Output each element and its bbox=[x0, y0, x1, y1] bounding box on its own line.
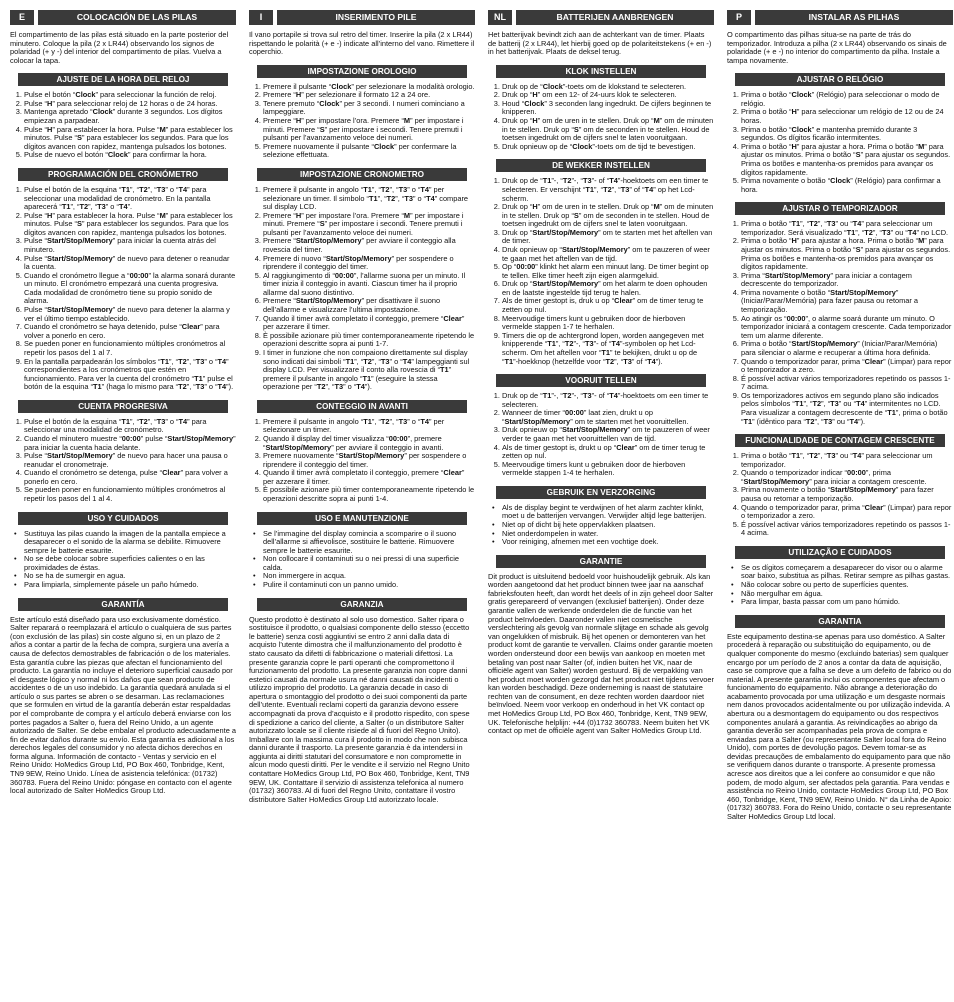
language-title: BATTERIJEN AANBRENGEN bbox=[516, 10, 714, 25]
step-list bbox=[10, 186, 236, 392]
step-item: 5. Se pueden poner en funcionamiento múltiples cronómetros al repetir los pasos del 1 al 4. bbox=[24, 486, 236, 503]
intro-paragraph: El compartimento de las pilas está situado en la parte posterior del minutero. Coloque la pila (2 x LR44) observando los signos de polaridad (+ y -) del interior del compartimento de pilas. Vuelva a colocar la tapa. bbox=[10, 30, 229, 65]
step-item: 5. Prima novamente o botão “Clock” (Relógio) para confirmar a hora. bbox=[741, 177, 953, 194]
section-heading: USO Y CUIDADOS bbox=[18, 512, 228, 525]
step-item: 1. Premere il pulsante in angolo “T1”, “T2”, “T3” o “T4” per selezionare un timer. Il simbolo “T1”, “T2”, “T3” o “T4” compare sul display LCD. bbox=[263, 186, 475, 212]
language-code: P bbox=[727, 10, 751, 25]
step-item: 5. Al raggiungimento di “00:00”, l’allarme suona per un minuto. Il timer inizia il conteggio in avanti. Ciascun timer ha il proprio allarme dal suono distintivo. bbox=[263, 272, 475, 298]
step-item: 4. Als de timer gestopt is, drukt u op “Clear” om de timer terug te zetten op nul. bbox=[502, 444, 714, 461]
step-item: 7. Quando il timer avrà completato il conteggio, premere “Clear” per azzerare il timer. bbox=[263, 315, 475, 332]
step-item: 2. Quando o temporizador indicar “00:00”, prima “Start/Stop/Memory” para iniciar a contagem crescente. bbox=[741, 469, 953, 486]
language-column-i bbox=[249, 10, 475, 1002]
section-heading: VOORUIT TELLEN bbox=[496, 374, 706, 387]
step-item: 5. Op “00:00” klinkt het alarm een minuut lang. De timer begint op te tellen. Elke timer heeft zijn eigen alarmgeluid. bbox=[502, 263, 714, 280]
section-heading: AJUSTAR O RELÓGIO bbox=[735, 73, 945, 86]
intro-paragraph: O compartimento das pilhas situa-se na parte de trás do temporizador. Introduza a pilha (2 x LR44) observando os sinais de polaridade (+ e -) no interior do compartimento da pilha. Instale a tampa novamente. bbox=[727, 30, 947, 65]
language-code: NL bbox=[488, 10, 512, 25]
step-item: 6. Prima o botão “Start/Stop/Memory” (Iniciar/Parar/Memória) para silenciar o alarme e recuperar a última hora definida. bbox=[741, 340, 953, 357]
step-item: 3. Druk opnieuw op “Start/Stop/Memory” om te pauzeren of weer verder te gaan met het vooruittellen van de tijd. bbox=[502, 426, 714, 443]
bullet-item: • Não colocar sobre ou perto de superfícies quentes. bbox=[741, 581, 953, 590]
step-item: 2. Premere “H” per selezionare il formato 12 a 24 ore. bbox=[263, 91, 475, 100]
step-item: 4. Quando il timer avrà completato il conteggio, premere “Clear” per azzerare il timer. bbox=[263, 469, 475, 486]
step-item: 5. Druk opnieuw op de “Clock”-toets om de tijd te bevestigen. bbox=[502, 143, 714, 152]
step-item: 8. Se pueden poner en funcionamiento múltiples cronómetros al repetir los pasos del 1 al 7. bbox=[24, 340, 236, 357]
language-header bbox=[10, 10, 236, 25]
language-title: INSERIMENTO PILE bbox=[277, 10, 475, 25]
step-list bbox=[727, 220, 953, 426]
language-code: E bbox=[10, 10, 34, 25]
warranty-text: Dit product is uitsluitend bedoeld voor huishoudelijk gebruik. Als kan worden aangetoond dat het product binnen twee jaar na aanschaf fabrieksfouten heeft, dan wordt het deels of in zijn geheel door Salter gratis gerepareerd of vervangen (exclusief batterijen). Onder deze garantie vallen de werkende onderdelen die de functie van het product beïnvloeden. Daaronder vallen niet cosmetische verslechtering als gevolg van normale slijtage en schade als gevolg van ongelukken of misbruik. Bij het openen or demonteren van het product komt de garantie te vervallen. Claims onder garantie moeten worden ondersteund door een bewijs van aankoop en moeten met betaling van post naar Salter (of, indien buiten het VK, naar de officiële agent van Salter) worden gestuurd. Bij de verpakking van het product moet worden gezorgd dat het product niet tijdens vervoer kan worden beschadigd. Deze onderneming is naast de statutaire rechten van de consument, en deze rechten worden daardoor niet beïnvloed. Neem voor verkoop en onderhoud in het VK contact op met HoMedics Group Ltd, PO Box 460, Tonbridge, Kent, TN9 9EW, UK. Telefonische helplijn: +44 (0)1732 360783. Neem buiten het VK contact op met de officiële agent van Salter HoMedics Group Ltd. bbox=[488, 571, 714, 736]
bullet-item: • Sustituya las pilas cuando la imagen de la pantalla empiece a desaparecer o el sonido de la alarma se debilite. Rimuovere sempre le batterie esaurite. bbox=[24, 530, 236, 556]
section-heading: UTILIZAÇÃO E CUIDADOS bbox=[735, 546, 945, 559]
step-list bbox=[249, 186, 475, 392]
step-item: 9. I timer in funzione che non compaiono direttamente sul display sono indicati dai simboli “T1”, “T2”, “T3” o “T4” lampeggianti sul display LCD. Per visualizzare il conto alla rovescia di “T1” premere il pulsante in angolo “T1” (eseguire la stessa operazione per “T2”, “T3” o “T4”). bbox=[263, 349, 475, 392]
step-item: 6. Pulse “Start/Stop/Memory” de nuevo para detener la alarma y ver el último tiempo establecido. bbox=[24, 306, 236, 323]
step-item: 2. Prima o botão “H” para seleccionar um relógio de 12 ou de 24 horas. bbox=[741, 108, 953, 125]
step-item: 8. È possibile azionare più timer contemporaneamente ripetendo le operazioni descritte sopra ai punti 1-7. bbox=[263, 332, 475, 349]
step-item: 8. Meervoudige timers kunt u gebruiken door de hierboven vermelde stappen 1-7 te herhalen. bbox=[502, 315, 714, 332]
language-column-nl bbox=[488, 10, 714, 1002]
bullet-item: • Para limpiarla, simplemente pásele un paño húmedo. bbox=[24, 581, 236, 590]
bullet-item: • Als de display begint te verdwijnen of het alarm zachter klinkt, moet u de batterijen vervangen. Verwijder altijd lege batterijen. bbox=[502, 504, 714, 521]
step-item: 4. Cuando el cronómetro se detenga, pulse “Clear” para volver a ponerlo en cero. bbox=[24, 469, 236, 486]
step-item: 2. Druk op “H” om een 12- of 24-uurs klok te selecteren. bbox=[502, 91, 714, 100]
warranty-text: Este artículo está diseñado para uso exclusivamente doméstico. Salter reparará o reemplazará el artículo o cualquiera de sus partes (con exclusión de las pilas) sin coste alguno si, en un plazo de 2 años a contar a partir de la fecha de compra, surgiera una avería a causa de defectos demostrables de fabricación o de los materiales. Esta garantía cubre las piezas que afectan el funcionamiento del producto. La garantía no incluye el deterioro superficial causado por el desgaste lógico y normal ni los daños que sean producto de accidentes o de un uso indebido. La garantía quedará anulada si el artículo o sus partes se abren o se desarman. Las reclamaciones que se formulen en virtud de la garantía deberán estar respaldadas por el comprobante de compra y el artículo deberá enviarse con los portes pagados a Salter o, fuera del Reino Unido, a un agente autorizado de Salter. Se debe embalar el producto adecuadamente a fin de evitar daños durante su envío. Esta garantía es adicional a los derechos legales del consumidor y no afecta dichos derechos en forma alguna. Información de contacto - Ventas y servicio en el Reino Unido: HoMedics Group Ltd, PO Box 460, Tonbridge, Kent, TN9 9EW, Reino Unido. Línea de asistencia telefónica: (01732) 360783. Fuera del Reino Unido: póngase en contacto con el agente local autorizado de Salter HoMedics Group Ltd. bbox=[10, 614, 236, 796]
bullet-item: • Se l’immagine del display comincia a scomparire o il suono dell’allarme si affievolisce, sostituire le batterie. Rimuovere sempre le batterie esaurite. bbox=[263, 530, 475, 556]
step-item: 3. Premere nuovamente “Start/Stop/Memory” per sospendere o riprendere il conteggio del timer. bbox=[263, 452, 475, 469]
step-item: 7. Quando o temporizador parar, prima “Clear” (Limpar) para repor o temporizador a zero. bbox=[741, 358, 953, 375]
step-list bbox=[727, 452, 953, 538]
step-item: 2. Quando il display del timer visualizza “00:00”, premere “Start/Stop/Memory” per avviare il conteggio in avanti. bbox=[263, 435, 475, 452]
step-item: 1. Prima o botão “Clock” (Relógio) para seleccionar o modo de relógio. bbox=[741, 91, 953, 108]
step-item: 3. Premere “Start/Stop/Memory” per avviare il conteggio alla rovescia del timer. bbox=[263, 237, 475, 254]
section-heading: GARANTIA bbox=[735, 615, 945, 628]
step-item: 2. Pulse “H” para establecer la hora. Pulse “M” para establecer los minutos. Pulse “S” para establecer los segundos. Para que los dígitos avancen con rapidez, mantenga pulsados los botones. bbox=[24, 212, 236, 238]
bullet-item: • Pulire il contaminuti con un panno umido. bbox=[263, 581, 475, 590]
section-heading: GARANZIA bbox=[257, 598, 467, 611]
step-item: 5. Ao atingir os “00:00”, o alarme soará durante um minuto. O temporizador iniciará a contagem crescente. Cada temporizador tem um alarme diferente. bbox=[741, 315, 953, 341]
step-item: 7. Als de timer gestopt is, druk u op “Clear” om de timer terug te zetten op nul. bbox=[502, 297, 714, 314]
bullet-item: • Non collocare il contaminuti su o nei pressi di una superficie calda. bbox=[263, 555, 475, 572]
step-item: 4. Premere di nuovo “Start/Stop/Memory” per sospendere o riprendere il conteggio del timer. bbox=[263, 255, 475, 272]
step-item: 1. Pulse el botón de la esquina “T1”, “T2”, “T3” o “T4” para seleccionar una modalidad de cronómetro. bbox=[24, 418, 236, 435]
step-item: 4. Premere “H” per impostare l’ora. Premere “M” per impostare i minuti. Premere “S” per impostare i secondi. Tenere premuti i pulsanti per l’avanzamento veloce dei numeri. bbox=[263, 117, 475, 143]
step-item: 4. Druk op “H” om de uren in te stellen. Druk op “M” om de minuten in te stellen. Druk op “S” om de seconden in te stellen. Houd de toetsen ingedrukt om de cijfers snel te laten vooruitgaan. bbox=[502, 117, 714, 143]
step-list bbox=[249, 418, 475, 504]
step-item: 5. È possibile azionare più timer contemporaneamente ripetendo le operazioni descritte sopra ai punti 1-4. bbox=[263, 486, 475, 503]
step-item: 2. Wanneer de timer “00:00” laat zien, drukt u op “Start/Stop/Memory” om te starten met het vooruittellen. bbox=[502, 409, 714, 426]
language-header bbox=[488, 10, 714, 25]
bullet-item: • Não mergulhar em água. bbox=[741, 590, 953, 599]
step-item: 2. Cuando el minutero muestre “00:00” pulse “Start/Stop/Memory” para iniciar la cuenta hacia delante. bbox=[24, 435, 236, 452]
step-item: 4. Prima o botão “H” para ajustar a hora. Prima o botão “M” para ajustar os minutos. Prima o botão “S” para ajustar os segundos. Prima os botões e mantenha-os premidos para avançar os dígitos rapidamente. bbox=[741, 143, 953, 177]
step-item: 9. Timers die op de achtergrond lopen, worden aangegeven met knipperende “T1”, “T2”-, “T3”- of “T4”-symbolen op het Lcd-scherm. Om het aftellen voor “T1” te bekijken, drukt u op de “T1”-hoekknop (hetzelfde voor “T2”, “T3” of “T4”). bbox=[502, 332, 714, 366]
language-column-p bbox=[727, 10, 953, 1002]
section-heading: AJUSTAR O TEMPORIZADOR bbox=[735, 202, 945, 215]
section-heading: DE WEKKER INSTELLEN bbox=[496, 159, 706, 172]
section-heading: AJUSTE DE LA HORA DEL RELOJ bbox=[18, 73, 228, 86]
language-code: I bbox=[249, 10, 273, 25]
step-list bbox=[488, 392, 714, 478]
step-item: 2. Prima o botão “H” para ajustar a hora. Prima o botão “M” para ajustar os minutos. Prima o botão “S” para ajustar os segundos. Prima os botões e mantenha-os premidos para avançar os dígitos rapidamente. bbox=[741, 237, 953, 271]
step-list bbox=[488, 83, 714, 152]
step-item: 3. Prima “Start/Stop/Memory” para iniciar a contagem decrescente do temporizador. bbox=[741, 272, 953, 289]
step-list bbox=[10, 418, 236, 504]
section-heading: CONTEGGIO IN AVANTI bbox=[257, 400, 467, 413]
step-item: 5. Meervoudige timers kunt u gebruiken door de hierboven vermelde stappen 1-4 te herhalen. bbox=[502, 461, 714, 478]
step-list bbox=[10, 91, 236, 160]
step-item: 4. Pulse “H” para establecer la hora. Pulse “M” para establecer los minutos. Pulse “S” para establecer los segundos. Para que los dígitos avancen con rapidez, mantenga pulsados los botones. bbox=[24, 126, 236, 152]
section-heading: IMPOSTAZIONE CRONOMETRO bbox=[257, 168, 467, 181]
intro-paragraph: Il vano portapile si trova sul retro del timer. Inserire la pila (2 x LR44) rispettando le polarità (+ e -) indicate all’interno del vano. Rimettere il coperchio. bbox=[249, 30, 475, 57]
language-header bbox=[727, 10, 953, 25]
language-column-e bbox=[10, 10, 236, 1002]
step-item: 6. Premere “Start/Stop/Memory” per disattivare il suono dell’allarme e visualizzare l’ultima impostazione. bbox=[263, 297, 475, 314]
section-heading: PROGRAMACIÓN DEL CRONÓMETRO bbox=[18, 168, 228, 181]
bullet-list bbox=[488, 504, 714, 547]
bullet-list bbox=[249, 530, 475, 590]
step-item: 5. Pulse de nuevo el botón “Clock” para confirmar la hora. bbox=[24, 151, 236, 160]
step-item: 4. Pulse “Start/Stop/Memory” de nuevo para detener o reanudar la cuenta. bbox=[24, 255, 236, 272]
step-item: 3. Prima o botão “Clock” e mantenha premido durante 3 segundos. Os dígitos ficarão intermitentes. bbox=[741, 126, 953, 143]
warranty-text: Questo prodotto è destinato al solo uso domestico. Salter ripara o sostituisce il prodotto, o qualsiasi componente dello stesso (eccetto le batterie) senza costi aggiuntivi se entro 2 anni dalla data di acquisto l’utente dimostra che il malfunzionamento del prodotto è stato causato da difetti di fabbricazione o materiali difettosi. La presente garanzia copre le parti operanti che compromettono il funzionamento del prodotto. La presente garanzia non copre danni estetici causati da normale usura né danni causati da incidenti o utilizzo improprio del prodotto. La garanzia decade in caso di apertura o smontaggio del prodotto o dei suoi componenti da parte dell’utente. Eventuali reclami coperti da garanzia devono essere accompagnati da prova d’acquisto e il prodotto rispedito, con spese di spedizione a carico del cliente, a Salter (o un distributore Salter autorizzato locale se il cliente risiede al di fuori del Regno Unito). Imballare con la massima cura il prodotto in modo che non subisca danni durante il trasporto. La presente garanzia è da intendersi in aggiunta ai diritti statutari del consumatore e non compromette in alcun modo questi diritti. Per le vendite e il servizio nel Regno Unito contattare HoMedics Group Ltd, PO Box 460, Tonbridge, Kent, TN9 9EW, UK. Contattare il servizio di assistenza telefonica al numero (01732) 360783. Al di fuori del Regno Unito, contattare il vostro distributore Salter HoMedics Group Ltd autorizzato locale. bbox=[249, 614, 470, 804]
step-item: 4. Prima novamente o botão “Start/Stop/Memory” (Iniciar/Parar/Memória) para fazer pausa ou retomar a temporização. bbox=[741, 289, 953, 315]
step-item: 5. É possível activar vários temporizadores repetindo os passos 1-4 acima. bbox=[741, 521, 953, 538]
section-heading: IMPOSTAZIONE OROLOGIO bbox=[257, 65, 467, 78]
bullet-item: • No se ha de sumergir en agua. bbox=[24, 572, 236, 581]
step-item: 1. Druk op de “T1”-, “T2”-, “T3”- of “T4”-hoektoets om een timer te selecteren. Er verschijnt “T1”, “T2”, “T3” of “T4” op het Lcd-scherm. bbox=[502, 177, 714, 203]
step-item: 1. Premere il pulsante “Clock” per selezionare la modalità orologio. bbox=[263, 83, 475, 92]
bullet-item: • Se os dígitos começarem a desaparecer do visor ou o alarme soar baixo, substitua as pilhas. Retirar sempre as pilhas gastas. bbox=[741, 564, 953, 581]
step-item: 8. É possível activar vários temporizadores repetindo os passos 1-7 acima. bbox=[741, 375, 953, 392]
language-title: INSTALAR AS PILHAS bbox=[755, 10, 953, 25]
bullet-list bbox=[10, 530, 236, 590]
section-heading: GEBRUIK EN VERZORGING bbox=[496, 486, 706, 499]
step-list bbox=[727, 91, 953, 194]
step-list bbox=[249, 83, 475, 160]
step-item: 3. Houd “Clock” 3 seconden lang ingedrukt. De cijfers beginnen te knipperen. bbox=[502, 100, 714, 117]
step-item: 9. Os temporizadores activos em segundo plano são indicados pelos símbolos “T1”, “T2”, “T3” ou “T4” intermitentes no LCD. Para visualizar a contagem decrescente de “T1”, prima o botão “T1” (idêntico para “T2”, “T3” ou “T4”). bbox=[741, 392, 953, 426]
bullet-item: • Non immergere in acqua. bbox=[263, 572, 475, 581]
step-item: 4. Druk opnieuw op “Start/Stop/Memory” om te pauzeren of weer te gaan met het aftellen van de tijd. bbox=[502, 246, 714, 263]
step-item: 3. Pulse “Start/Stop/Memory” de nuevo para hacer una pausa o reanudar el cronometraje. bbox=[24, 452, 236, 469]
bullet-item: • Niet onderdompelen in water. bbox=[502, 530, 714, 539]
step-item: 3. Tenere premuto “Clock” per 3 secondi. I numeri cominciano a lampeggiare. bbox=[263, 100, 475, 117]
step-item: 2. Pulse “H” para seleccionar reloj de 12 horas o de 24 horas. bbox=[24, 100, 236, 109]
bullet-item: • No se debe colocar sobre superficies calientes o en las proximidades de éstas. bbox=[24, 555, 236, 572]
bullet-list bbox=[727, 564, 953, 607]
step-item: 1. Pulse el botón de la esquina “T1”, “T2”, “T3” o “T4” para seleccionar una modalidad de cronómetro. En la pantalla aparecerá “T1”, “T2”, “T3” o “T4”. bbox=[24, 186, 236, 212]
section-heading: KLOK INSTELLEN bbox=[496, 65, 706, 78]
step-item: 1. Druk op de “Clock”-toets om de klokstand te selecteren. bbox=[502, 83, 714, 92]
step-item: 1. Prima o botão “T1”, “T2”, “T3” ou “T4” para seleccionar um temporizador. bbox=[741, 452, 953, 469]
step-item: 5. Cuando el cronómetro llegue a “00:00” la alarma sonará durante un minuto. El cronómetro empezará una cuenta progresiva. Cada modalidad de cronómetro tiene su propio sonido de alarma. bbox=[24, 272, 236, 306]
step-item: 1. Prima o botão “T1”, “T2”, “T3” ou “T4” para seleccionar um temporizador. Será visualizado “T1”, “T2”, “T3” ou “T4” no LCD. bbox=[741, 220, 953, 237]
section-heading: GARANTIE bbox=[496, 555, 706, 568]
step-item: 3. Mantenga apretado “Clock” durante 3 segundos. Los dígitos empiezan a parpadear. bbox=[24, 108, 236, 125]
bullet-item: • Para limpar, basta passar com um pano húmido. bbox=[741, 598, 953, 607]
step-list bbox=[488, 177, 714, 366]
language-title: COLOCACIÓN DE LAS PILAS bbox=[38, 10, 236, 25]
step-item: 6. Druk op “Start/Stop/Memory” om het alarm te doen ophouden en de laatste ingestelde tijd terug te halen. bbox=[502, 280, 714, 297]
section-heading: FUNCIONALIDADE DE CONTAGEM CRESCENTE bbox=[735, 434, 945, 447]
step-item: 7. Cuando el cronómetro se haya detenido, pulse “Clear” para volver a ponerlo en cero. bbox=[24, 323, 236, 340]
step-item: 2. Premere “H” per impostare l’ora. Premere “M” per impostare i minuti. Premere “S” per impostare i secondi. Tenere premuti i pulsanti per l’avanzamento veloce dei numeri. bbox=[263, 212, 475, 238]
step-item: 3. Pulse “Start/Stop/Memory” para iniciar la cuenta atrás del minutero. bbox=[24, 237, 236, 254]
step-item: 3. Prima novamente o botão “Start/Stop/Memory” para fazer pausa ou retomar a temporização. bbox=[741, 486, 953, 503]
language-header bbox=[249, 10, 475, 25]
bullet-item: • Voor reiniging, afnemen met een vochtige doek. bbox=[502, 538, 714, 547]
step-item: 2. Druk op “H” om de uren in te stellen. Druk op “M” om de minuten in te stellen. Druk op “S” om de seconden in te stellen. Houd de toetsen ingedrukt om de cijfers snel te laten vooruitgaan. bbox=[502, 203, 714, 229]
step-item: 1. Druk op de “T1”-, “T2”-, “T3”- of “T4”-hoektoets om een timer te selecteren. bbox=[502, 392, 714, 409]
section-heading: CUENTA PROGRESIVA bbox=[18, 400, 228, 413]
bullet-item: • Niet op of dicht bij hete oppervlakken plaatsen. bbox=[502, 521, 714, 530]
step-item: 9. En la pantalla parpadearán los símbolos “T1”, “T2”, “T3” o “T4” correspondientes a los cronómetros que estén en funcionamiento. Para ver la cuenta del cronómetro “T1” pulse el botón de la esquina “T1” (haga lo mismo para “T2”, “T3” o “T4”). bbox=[24, 358, 236, 392]
step-item: 1. Pulse el botón “Clock” para seleccionar la función de reloj. bbox=[24, 91, 236, 100]
step-item: 3. Druk op “Start/Stop/Memory” om te starten met het aftellen van de timer. bbox=[502, 229, 714, 246]
section-heading: GARANTÍA bbox=[18, 598, 228, 611]
step-item: 5. Premere nuovamente il pulsante “Clock” per confermare la selezione effettuata. bbox=[263, 143, 475, 160]
step-item: 1. Premere il pulsante in angolo “T1”, “T2”, “T3” o “T4” per selezionare un timer. bbox=[263, 418, 475, 435]
section-heading: USO E MANUTENZIONE bbox=[257, 512, 467, 525]
intro-paragraph: Het batterijvak bevindt zich aan de achterkant van de timer. Plaats de batterij (2 x LR44), let hierbij goed op de polariteitstekens (+ en -) in het batterijvak. Plaats de deksel terug. bbox=[488, 30, 712, 57]
step-item: 4. Quando o temporizador parar, prima “Clear” (Limpar) para repor o temporizador a zero. bbox=[741, 504, 953, 521]
warranty-text: Este equipamento destina-se apenas para uso doméstico. A Salter procederá à reparação ou substituição do equipamento, ou de qualquer componente do mesmo (excluindo baterias) sem qualquer encargo por um período de 2 anos a contar da data de aquisição, caso se comprove que a falha se deve a um defeito de fabrico ou do material. A presente garantia inclui os componentes que afectam o funcionamento do equipamento. Não abrange a deterioração do acabamento provocada por uma utilização e um desgaste normais nem danos provocados acidentalmente ou por utilização indevida. A abertura ou a desmontagem do equipamento ou dos respectivos componentes anulará a garantia. As reivindicações ao abrigo da garantia deverão ser acompanhadas pela prova de compra e enviadas para a Salter (ou representante Salter local fora do Reino Unido), com portes de devolução pagos. Devem tomar-se as devidas precauções de embalamento do equipamento para que não se verifiquem danos durante o transporte. A presente promessa acresce aos direitos que a lei confere ao consumidor e que não podem, de modo algum, ser afectados pela garantia. Para vendas e assistência no Reino Unido, contacte HoMedics Group Ltd, PO Box 460, Tonbridge, Kent, TN9 9EW, Reino Unido. N° da Linha de Apoio: (01732) 360783. Fora do Reino Unido, contacte o seu representante Salter HoMedics Group Ltd local. bbox=[727, 631, 952, 821]
